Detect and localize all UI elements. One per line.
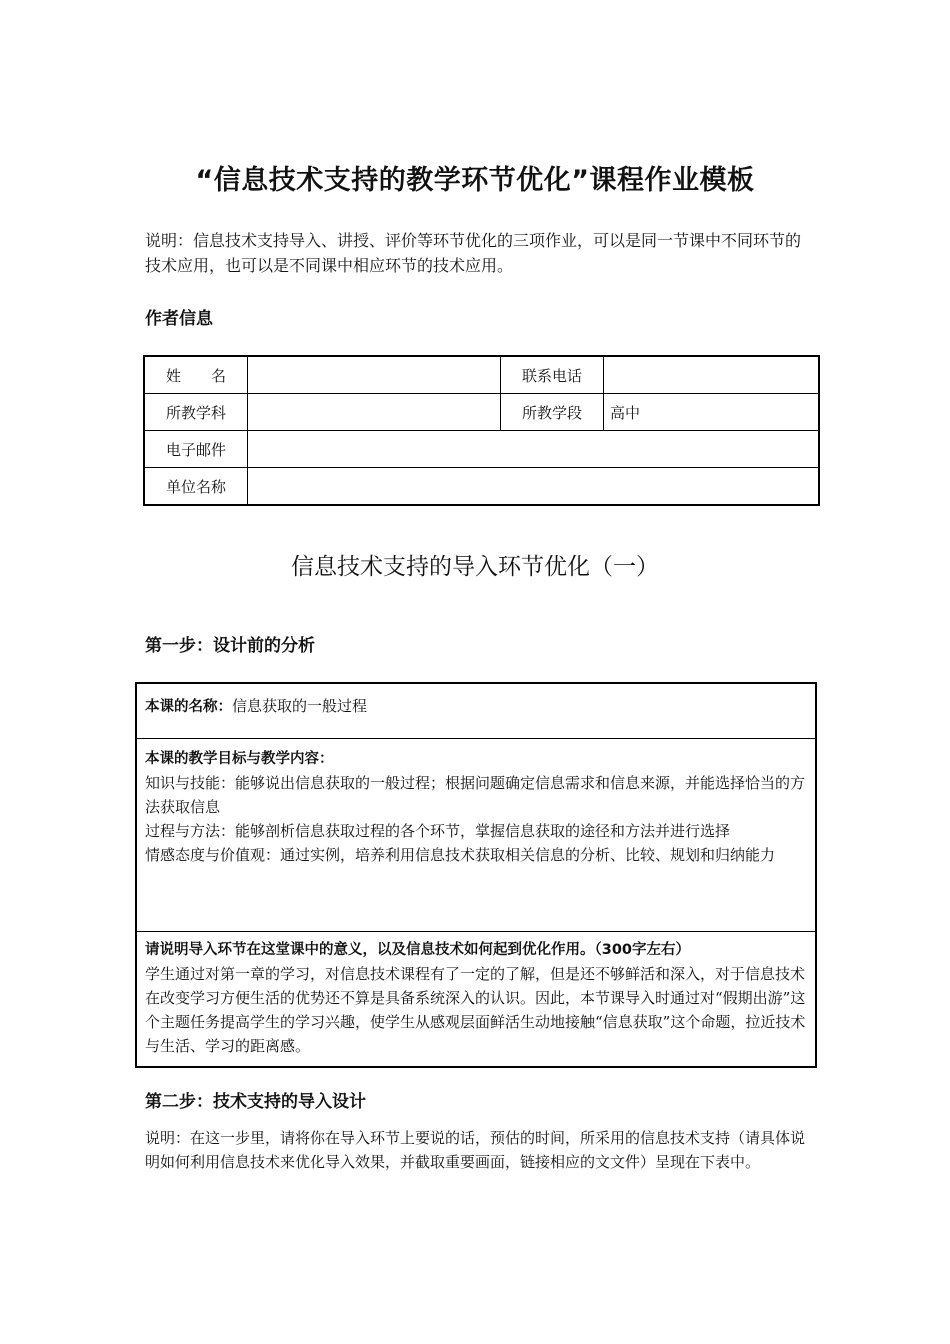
significance-text: 学生通过对第一章的学习，对信息技术课程有了一定的了解，但是还不够鲜活和深入，对于信息技术在改变学习方便生活的优势还不算是具备系统深入的认识。因此，本节课导入时通过对“假期出游”这个主题任务提高学生的学习兴趣，使学生从感观层面鲜活生动地接触“信息获取”这个命题，拉近技术与生活、学习的距离感。 [145,965,806,1055]
table-row [144,468,819,506]
significance-cell [137,932,815,1066]
lesson-name-value: 信息获取的一般过程 [232,697,368,715]
step2-heading: 第二步：技术支持的导入设计 [145,1092,366,1112]
section-title: 信息技术支持的导入环节优化（一） [291,554,659,580]
email-value[interactable] [248,431,820,468]
stage-value[interactable]: 高中 [604,394,820,431]
author-info-table [143,355,820,506]
author-heading: 作者信息 [145,309,213,329]
lesson-name-cell [137,684,815,739]
email-label: 电子邮件 [144,431,248,468]
unit-value[interactable] [248,468,820,506]
table-row [144,431,819,468]
name-label: 姓 名 [144,356,248,394]
unit-label: 单位名称 [144,468,248,506]
goal-attitude: 情感态度与价值观：通过实例，培养利用信息技术获取相关信息的分析、比较、规划和归纳能力 [145,846,776,864]
analysis-table [135,682,817,1068]
page-title: “信息技术支持的教学环节优化”课程作业模板 [195,165,755,196]
goals-label: 本课的教学目标与教学内容： [145,751,334,767]
lesson-name-label: 本课的名称： [145,699,232,715]
stage-label: 所教学段 [501,394,604,431]
table-row [144,394,819,431]
goal-process: 过程与方法：能够剖析信息获取过程的各个环节，掌握信息获取的途径和方法并进行选择 [145,822,731,840]
table-row [144,356,819,394]
name-value[interactable] [248,356,501,394]
goals-cell [137,739,815,932]
subject-value[interactable] [248,394,501,431]
phone-value[interactable] [604,356,820,394]
step2-note: 说明：在这一步里，请将你在导入环节上要说的话，预估的时间，所采用的信息技术支持（请具体说明如何利用信息技术来优化导入效果，并截取重要画面，链接相应的文文件）呈现在下表中。 [145,1129,806,1171]
step1-heading: 第一步：设计前的分析 [145,636,315,656]
goal-knowledge: 知识与技能：能够说出信息获取的一般过程；根据问题确定信息需求和信息来源，并能选择恰当的方法获取信息 [145,774,806,816]
intro-note: 说明：信息技术支持导入、讲授、评价等环节优化的三项作业，可以是同一节课中不同环节的技术应用，也可以是不同课中相应环节的技术应用。 [145,231,802,275]
phone-label: 联系电话 [501,356,604,394]
significance-label: 请说明导入环节在这堂课中的意义，以及信息技术如何起到优化作用。（300字左右） [145,942,691,958]
subject-label: 所教学科 [144,394,248,431]
